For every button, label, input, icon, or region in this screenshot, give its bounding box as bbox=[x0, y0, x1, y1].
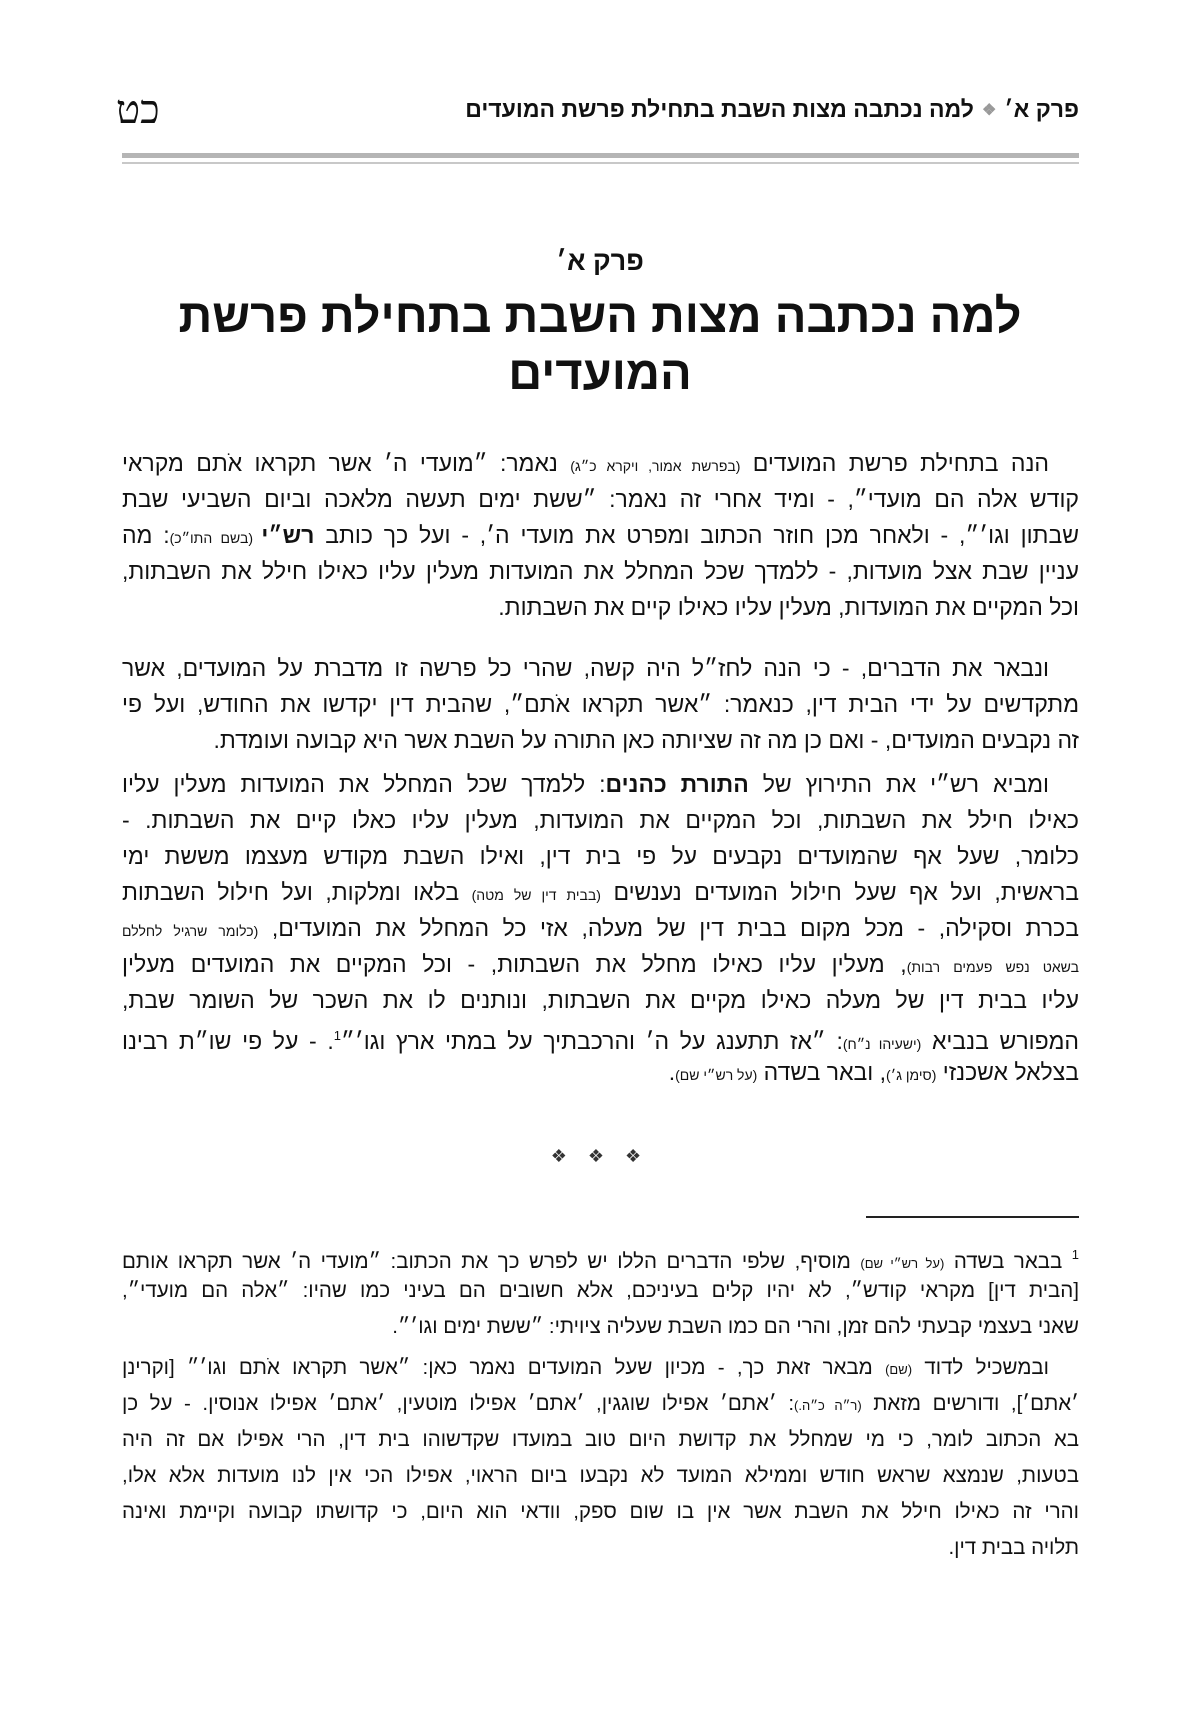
text-segment: ונבאר את הדברים, - כי הנה לחז״ל היה קשה, שהרי כל פרשה זו מדברת על המועדים, אשר bbox=[122, 655, 1049, 681]
text-line bbox=[122, 946, 1079, 982]
text-line bbox=[122, 874, 1079, 910]
text-segment: מתקדשים על ידי הבית דין, כנאמר: ״אשר תקראו אֹתם״, שהבית דין יקדשו את החודש, ועל פי bbox=[122, 691, 1079, 717]
running-header bbox=[116, 87, 1079, 132]
text-segment: ומביא רש״י את התירוץ של bbox=[748, 771, 1050, 797]
text-segment: : מה bbox=[122, 522, 170, 548]
page-number: כט bbox=[116, 87, 160, 132]
section-separator-icon: ❖ ❖ ❖ bbox=[550, 1146, 650, 1166]
text-segment: בכרת וסקילה, - מכל מקום בבית דין של מעלה, אזי כל המחלל את המועדים, bbox=[258, 915, 1079, 941]
text-line bbox=[122, 1309, 1079, 1345]
text-segment: תלויה בבית דין. bbox=[948, 1536, 1079, 1559]
bold-term: רש״י bbox=[261, 522, 315, 548]
source-citation: (סימן ג׳) bbox=[886, 1067, 937, 1083]
text-line bbox=[122, 1350, 1079, 1386]
source-citation: (כלומר שרגיל לחללם bbox=[122, 923, 259, 939]
text-segment: עניין שבת אצל מועדות, - ללמדך שכל המחלל את המועדות מעלין עליו כאילו חילל את השבתות, bbox=[122, 558, 1079, 584]
text-segment: : ׳אתם׳ אפילו שוגגין, ׳אתם׳ אפילו מוטעין, ׳אתם׳ אפילו אנוסין. - על כן bbox=[122, 1392, 795, 1415]
running-title bbox=[465, 96, 1079, 123]
text-line bbox=[122, 910, 1079, 946]
text-segment: . bbox=[668, 1059, 676, 1085]
text-segment: . - על פי שו״ת רבינו bbox=[122, 1028, 334, 1054]
body-paragraph bbox=[122, 766, 1079, 1090]
text-line bbox=[122, 802, 1079, 838]
chapter-title-line: למה נכתבה מצות השבת בתחילת פרשת bbox=[178, 289, 1022, 342]
footnote-marker: 1 bbox=[333, 1028, 341, 1043]
running-title-chapter: פרק א׳ bbox=[1004, 96, 1079, 122]
text-line bbox=[122, 1273, 1079, 1309]
text-segment: בא הכתוב לומר, כי מי שמחלל את קדושת היום טוב במועדו שקדשוהו בית דין, הרי אפילו אם זה היה bbox=[122, 1428, 1079, 1451]
text-line bbox=[122, 481, 1079, 517]
text-segment: קודש אלה הם מועדי״, - ומיד אחרי זה נאמר: ״ששת ימים תעשה מלאכה וביום השביעי שבת bbox=[122, 486, 1079, 512]
text-segment: בבאר בשדה bbox=[944, 1250, 1072, 1273]
text-segment: מבאר זאת כך, - מכיון שעל המועדים נאמר כאן: ״אשר תקראו אֹתם וגו׳״ [וקרינן bbox=[122, 1356, 886, 1379]
text-line bbox=[122, 517, 1079, 553]
ornament-icon: ❖ bbox=[981, 102, 997, 119]
text-line bbox=[122, 445, 1079, 481]
running-title-text: למה נכתבה מצות השבת בתחילת פרשת המועדים bbox=[465, 96, 974, 122]
text-segment: שאני בעצמי קבעתי להם זמן, והרי הם כמו השבת שעליה ציויתי: ״ששת ימים וגו׳״. bbox=[392, 1315, 1079, 1338]
source-citation: (ר״ה כ״ה.) bbox=[794, 1398, 862, 1413]
text-line bbox=[122, 1237, 1079, 1273]
text-segment: עליו בבית דין של מעלה כאילו מקיים את השבתות, ונותנים לו את השכר של השומר שבת, bbox=[122, 987, 1079, 1013]
text-segment: , ובאר בשדה bbox=[757, 1059, 887, 1085]
chapter-title-line: המועדים bbox=[508, 346, 692, 399]
text-segment: : ללמדך שכל המחלל את המועדות מעלין עליו bbox=[122, 771, 606, 797]
text-segment: מוסיף, שלפי הדברים הללו יש לפרש כך את הכתוב: ״מועדי ה׳ אשר תקראו אותם bbox=[122, 1250, 861, 1273]
text-line bbox=[122, 838, 1079, 874]
text-segment: בלאו ומלקות, ועל חילול השבתות bbox=[122, 879, 472, 905]
text-line bbox=[122, 722, 1079, 758]
text-segment: בראשית, ועל אף שעל חילול המועדים נענשים bbox=[600, 879, 1079, 905]
text-line bbox=[122, 1458, 1079, 1494]
text-segment: כאילו חילל את השבתות, וכל המקיים את המועדות, מעלין עליו כאלו קיים את השבתות. - bbox=[122, 807, 1079, 833]
body-paragraph bbox=[122, 445, 1079, 625]
text-line bbox=[122, 766, 1079, 802]
source-citation: (בשם התו״כ) bbox=[169, 530, 262, 546]
body-paragraph bbox=[122, 650, 1079, 758]
bold-term: התורת כהנים bbox=[605, 771, 749, 797]
text-segment: המפורש בנביא bbox=[921, 1028, 1079, 1054]
source-citation: (שם) bbox=[885, 1362, 913, 1377]
text-segment: [הבית דין] מקראי קודש״, לא יהיו קלים בעיניכם, אלא חשובים הם בעיני כמו שהיו: ״אלה הם מועדי״, bbox=[122, 1279, 1079, 1302]
text-segment: , מעלין עליו כאילו מחלל את השבתות, - וכל המקיים את המועדים מעלין bbox=[122, 951, 907, 977]
text-line bbox=[122, 589, 1079, 625]
footnote-rule bbox=[866, 1216, 1079, 1218]
source-citation: (על רש״י שם) bbox=[860, 1256, 945, 1271]
text-segment: : ״אז תתענג על ה׳ והרכבתיך על במתי ארץ וגו׳״ bbox=[340, 1028, 843, 1054]
text-line bbox=[122, 553, 1079, 589]
source-citation: (ישעיהו נ״ח) bbox=[842, 1036, 922, 1052]
text-segment: שבתון וגו׳״, - ולאחר מכן חוזר הכתוב ומפרט את מועדי ה׳, - ועל כך כותב bbox=[314, 522, 1079, 548]
text-segment: נאמר: ״מועדי ה׳ אשר תקראו אֹתם מקראי bbox=[122, 450, 571, 476]
text-line bbox=[122, 686, 1079, 722]
text-segment: בטעות, שנמצא שראש חודש וממילא המועד לא נקבעו ביום הראוי, אפילו הכי אין לנו מועדות אלא אלו, bbox=[122, 1464, 1079, 1487]
header-rule-thick bbox=[122, 153, 1079, 158]
text-segment: זה נקבעים המועדים, - ואם כן מה זה שציותה כאן התורה על השבת אשר היא קבועה ועומדת. bbox=[213, 727, 1079, 753]
footnote-marker: 1 bbox=[1071, 1247, 1079, 1262]
footnote-paragraph bbox=[122, 1350, 1079, 1566]
text-line bbox=[122, 1494, 1079, 1530]
footnote-paragraph bbox=[122, 1237, 1079, 1345]
text-segment: כלומר, שעל אף שהמועדים נקבעים על פי בית דין, ואילו השבת מקודש מעצמו מששת ימי bbox=[122, 843, 1079, 869]
chapter-label: פרק א׳ bbox=[556, 246, 644, 276]
source-citation: בשאט נפש פעמים רבות) bbox=[906, 959, 1079, 975]
source-citation: (על רש״י שם) bbox=[675, 1067, 758, 1083]
text-segment: בצלאל אשכנזי bbox=[936, 1059, 1079, 1085]
text-line bbox=[122, 1422, 1079, 1458]
header-rule-thin bbox=[122, 162, 1079, 164]
text-line bbox=[122, 982, 1079, 1018]
text-line bbox=[122, 1054, 1079, 1090]
source-citation: (בפרשת אמור, ויקרא כ״ג) bbox=[570, 458, 741, 474]
text-line bbox=[122, 1386, 1079, 1422]
text-line bbox=[122, 1530, 1079, 1566]
text-line bbox=[122, 650, 1079, 686]
text-segment: וכל המקיים את המועדות, מעלין עליו כאילו קיים את השבתות. bbox=[498, 594, 1079, 620]
text-line bbox=[122, 1018, 1079, 1054]
text-segment: ׳אתם׳], ודורשים מזאת bbox=[861, 1392, 1079, 1415]
text-segment: והרי זה כאילו חילל את השבת אשר אין בו שום ספק, וודאי הוא היום, כי קדושתו קבועה וקיימת ואינה bbox=[122, 1500, 1079, 1523]
source-citation: (בבית דין של מטה) bbox=[471, 887, 601, 903]
text-segment: הנה בתחילת פרשת המועדים bbox=[740, 450, 1049, 476]
text-segment: ובמשכיל לדוד bbox=[912, 1356, 1049, 1379]
